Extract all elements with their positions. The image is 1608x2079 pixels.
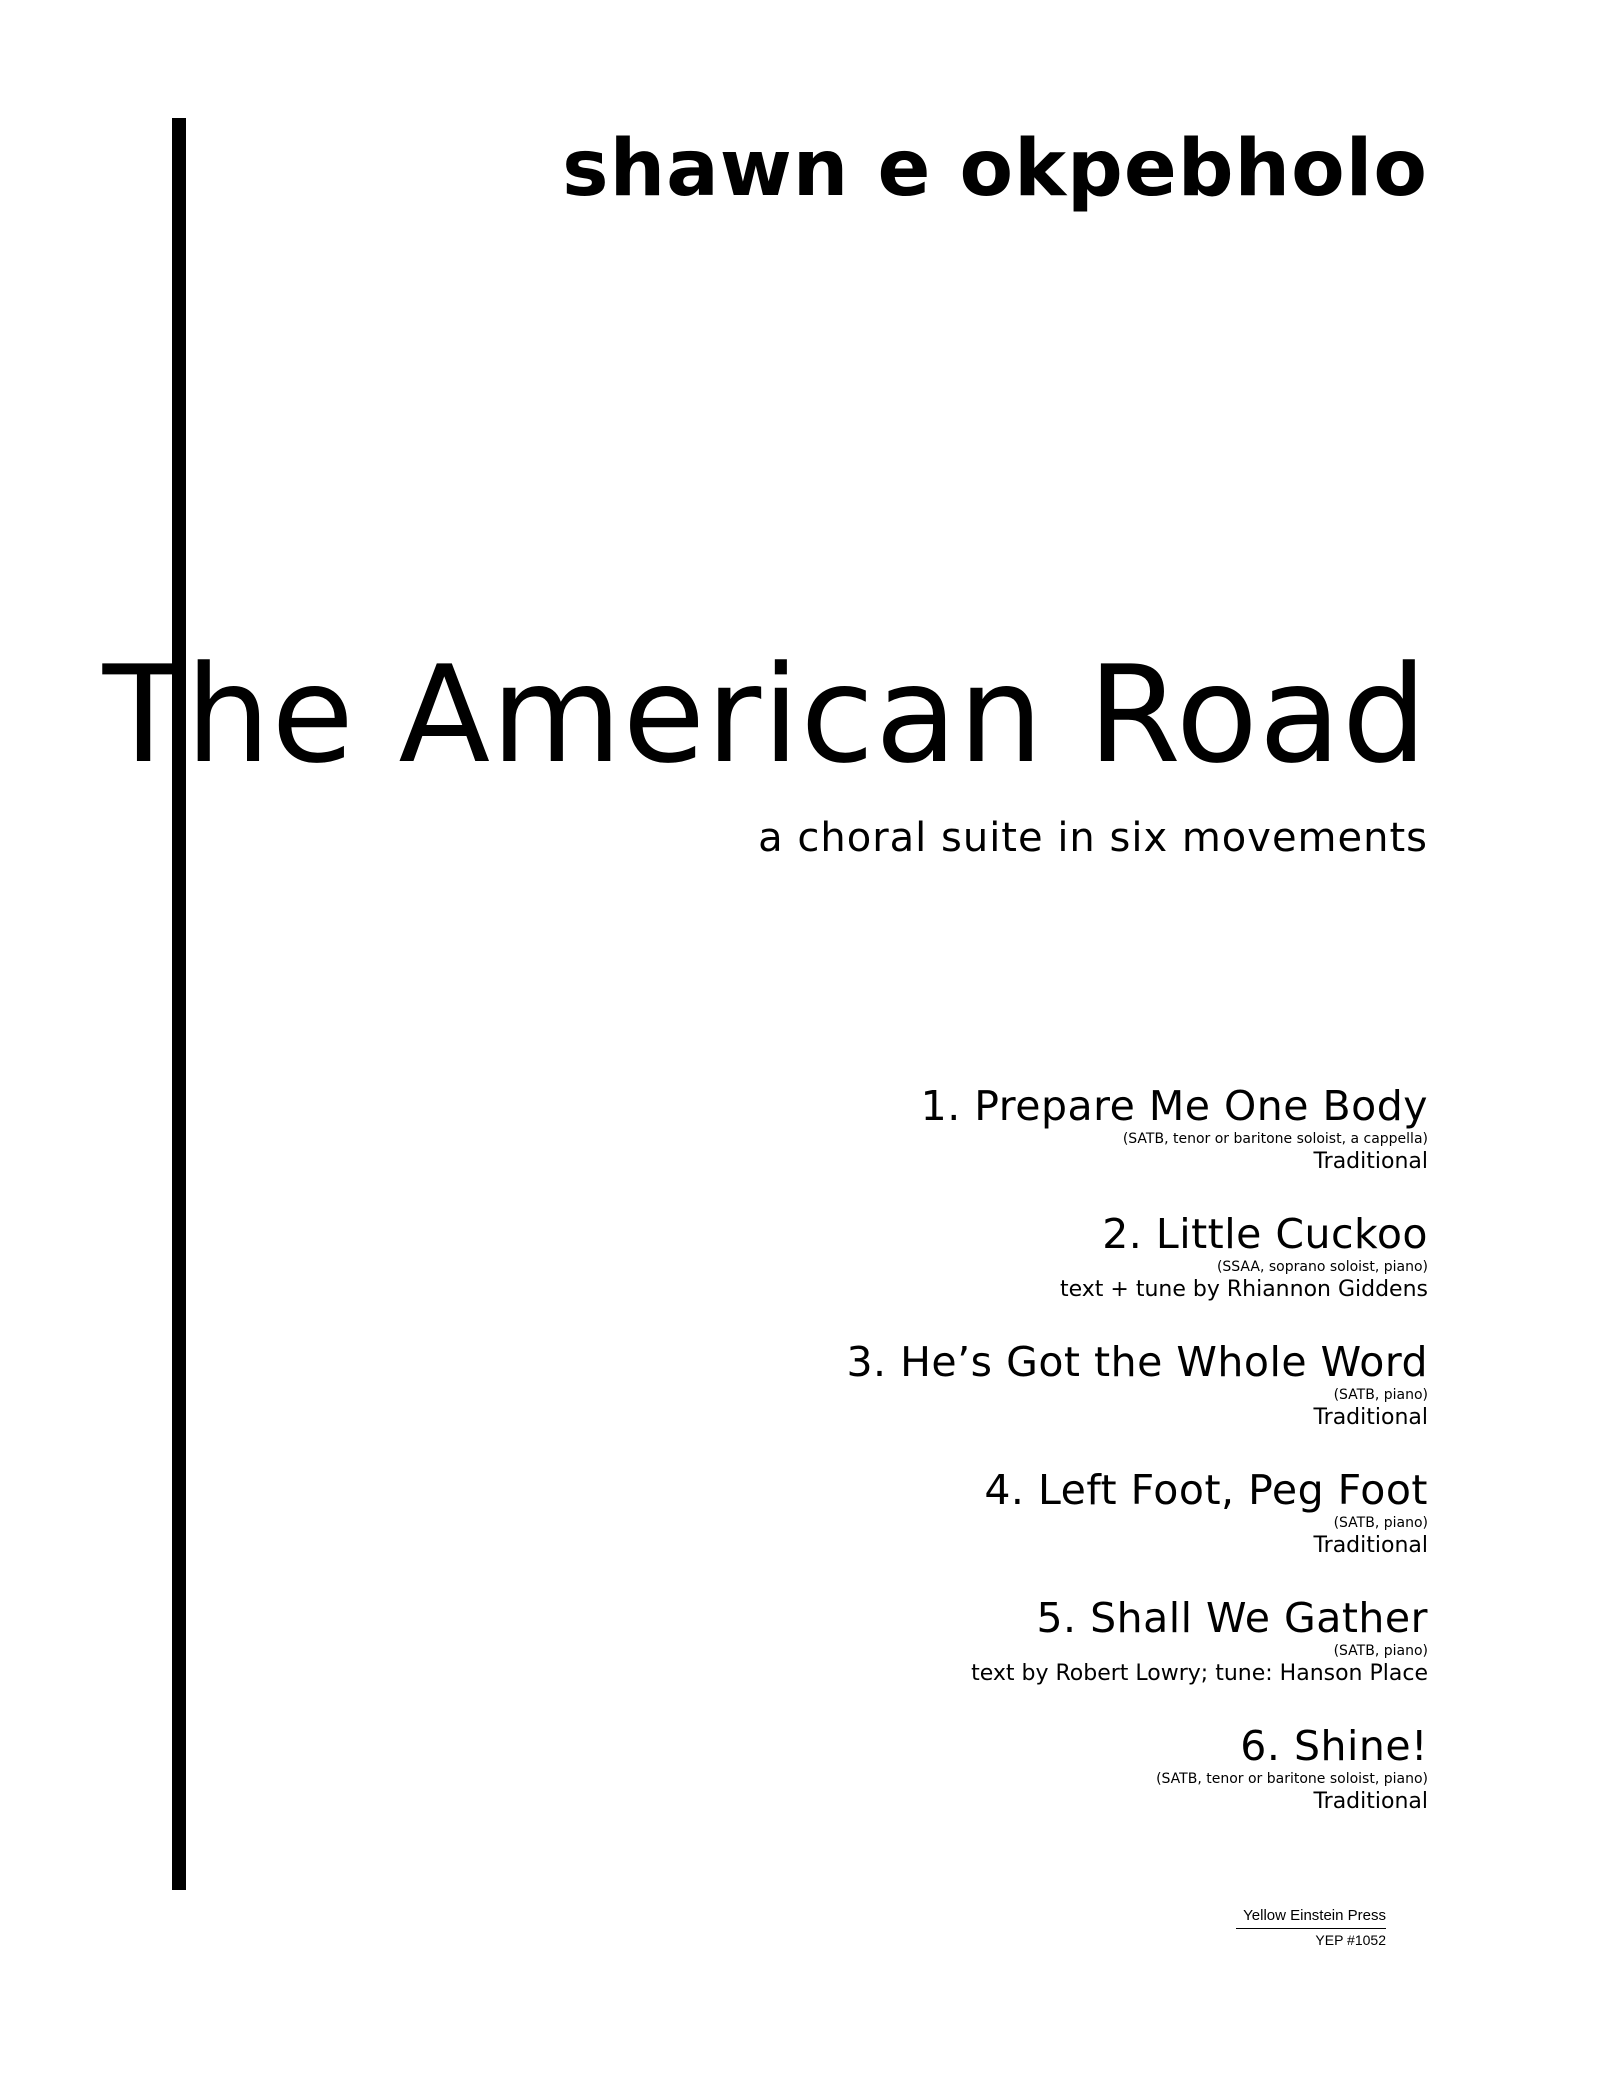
movement-source: Traditional xyxy=(1313,1149,1428,1174)
movement-title: 3. He’s Got the Whole Word xyxy=(846,1338,1428,1386)
movement-source: Traditional xyxy=(1313,1405,1428,1430)
movement-item-5 xyxy=(528,1594,1428,1722)
movement-forces: (SATB, piano) xyxy=(1333,1387,1428,1403)
movement-source: Traditional xyxy=(1313,1533,1428,1558)
movement-item-2 xyxy=(528,1210,1428,1338)
subtitle: a choral suite in six movements xyxy=(758,815,1428,861)
movement-title: 4. Left Foot, Peg Foot xyxy=(984,1466,1428,1514)
movement-forces: (SATB, piano) xyxy=(1333,1643,1428,1659)
vertical-rule xyxy=(172,118,186,1890)
movement-forces: (SSAA, soprano soloist, piano) xyxy=(1216,1259,1428,1275)
publisher-block xyxy=(1236,1906,1386,1951)
movement-source: text + tune by Rhiannon Giddens xyxy=(1060,1277,1428,1302)
movement-forces: (SATB, tenor or baritone soloist, piano) xyxy=(1156,1771,1428,1787)
movement-title: 5. Shall We Gather xyxy=(1036,1594,1428,1642)
composer-name: shawn e okpebholo xyxy=(562,124,1428,214)
movement-list xyxy=(528,1082,1428,1850)
catalog-number: YEP #1052 xyxy=(1315,1932,1386,1948)
movement-item-6 xyxy=(528,1722,1428,1850)
movement-forces: (SATB, tenor or baritone soloist, a cappella) xyxy=(1122,1131,1428,1147)
page-title: The American Road xyxy=(102,637,1428,793)
movement-title: 1. Prepare Me One Body xyxy=(920,1082,1428,1130)
movement-forces: (SATB, piano) xyxy=(1333,1515,1428,1531)
movement-source: Traditional xyxy=(1313,1789,1428,1814)
movement-source: text by Robert Lowry; tune: Hanson Place xyxy=(971,1661,1428,1686)
movement-item-1 xyxy=(528,1082,1428,1210)
publisher-name: Yellow Einstein Press xyxy=(1236,1906,1386,1929)
movement-title: 2. Little Cuckoo xyxy=(1102,1210,1428,1258)
movement-item-4 xyxy=(528,1466,1428,1594)
movement-item-3 xyxy=(528,1338,1428,1466)
movement-title: 6. Shine! xyxy=(1240,1722,1428,1770)
